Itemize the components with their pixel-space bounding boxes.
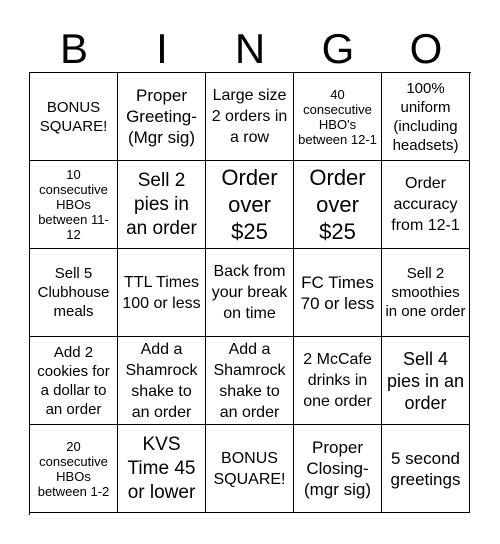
bingo-cell-r3-c1[interactable]: Sell 5 Clubhouse meals: [30, 249, 118, 337]
bingo-cell-r5-c3[interactable]: BONUS SQUARE!: [206, 425, 294, 513]
bingo-cell-r2-c4[interactable]: Order over $25: [294, 161, 382, 249]
bingo-cell-r4-c3[interactable]: Add a Shamrock shake to an order: [206, 337, 294, 425]
bingo-cell-r5-c1[interactable]: 20 consecutive HBOs between 1-2: [30, 425, 118, 513]
bingo-cell-r4-c5[interactable]: Sell 4 pies in an order: [382, 337, 470, 425]
bingo-cell-r2-c3[interactable]: Order over $25: [206, 161, 294, 249]
bingo-cell-r2-c2[interactable]: Sell 2 pies in an order: [118, 161, 206, 249]
bingo-cell-r5-c4[interactable]: Proper Closing-(mgr sig): [294, 425, 382, 513]
bingo-cell-r5-c2[interactable]: KVS Time 45 or lower: [118, 425, 206, 513]
bingo-cell-r3-c3[interactable]: Back from your break on time: [206, 249, 294, 337]
bingo-cell-r1-c1[interactable]: BONUS SQUARE!: [30, 73, 118, 161]
header-letter-g: G: [321, 25, 355, 72]
bingo-cell-r1-c5[interactable]: 100% uniform (including headsets): [382, 73, 470, 161]
bingo-cell-r2-c1[interactable]: 10 consecutive HBOs between 11-12: [30, 161, 118, 249]
bingo-cell-r5-c5[interactable]: 5 second greetings: [382, 425, 470, 513]
bingo-cell-r3-c2[interactable]: TTL Times 100 or less: [118, 249, 206, 337]
bingo-cell-r1-c2[interactable]: Proper Greeting-(Mgr sig): [118, 73, 206, 161]
bingo-header: [30, 24, 470, 74]
header-letter-i: I: [156, 25, 168, 72]
bingo-cell-r4-c4[interactable]: 2 McCafe drinks in one order: [294, 337, 382, 425]
bingo-cell-r1-c4[interactable]: 40 consecutive HBO's between 12-1: [294, 73, 382, 161]
bingo-cell-r4-c1[interactable]: Add 2 cookies for a dollar to an order: [30, 337, 118, 425]
bingo-cell-r3-c4[interactable]: FC Times 70 or less: [294, 249, 382, 337]
bingo-cell-r4-c2[interactable]: Add a Shamrock shake to an order: [118, 337, 206, 425]
bingo-cell-r1-c3[interactable]: Large size 2 orders in a row: [206, 73, 294, 161]
bingo-cell-r2-c5[interactable]: Order accuracy from 12-1: [382, 161, 470, 249]
bingo-card-grid: [29, 72, 471, 515]
header-letter-b: B: [59, 25, 88, 72]
header-letter-n: N: [234, 25, 266, 72]
bingo-cell-r3-c5[interactable]: Sell 2 smoothies in one order: [382, 249, 470, 337]
header-letter-o: O: [409, 25, 443, 72]
